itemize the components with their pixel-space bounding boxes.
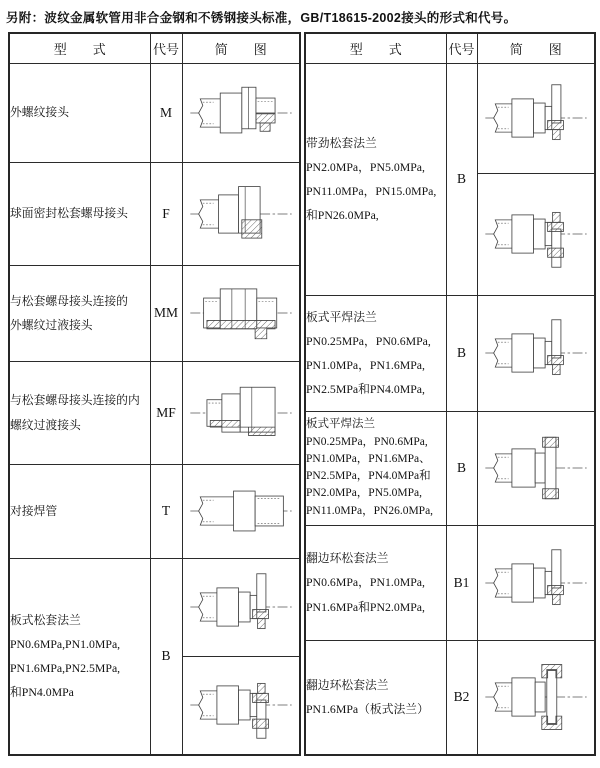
header-code: 代号 — [446, 33, 477, 63]
type-cell: 板式平焊法兰 PN0.25MPa，PN0.6MPa, PN1.0MPa，PN1.6MPa, PN2.5MPa和PN4.0MPa, — [305, 295, 446, 411]
type-cell: 球面密封松套螺母接头 — [9, 162, 150, 265]
fitting-table-right — [304, 32, 596, 756]
type-cell: 外螺纹接头 — [9, 63, 150, 162]
type-cell: 板式松套法兰 PN0.6MPa,PN1.0MPa, PN1.6MPa,PN2.5MPa, 和PN4.0MPa — [9, 558, 150, 755]
code-cell: B — [446, 411, 477, 525]
type-cell: 与松套螺母接头连接的 外螺纹过液接头 — [9, 265, 150, 361]
code-cell: B1 — [446, 525, 477, 640]
flange-collar-icon — [482, 657, 590, 737]
male-female-adapter-icon — [187, 373, 295, 453]
diagram-cell — [182, 558, 300, 656]
diagram-cell — [182, 162, 300, 265]
type-cell: 与松套螺母接头连接的内 螺纹过渡接头 — [9, 361, 150, 464]
flange-up-diagram — [478, 543, 595, 623]
male-male-adapter-icon — [187, 273, 295, 353]
diagram-cell — [477, 63, 595, 173]
diagram-cell — [477, 525, 595, 640]
table-row — [9, 162, 300, 265]
loose-nut-fitting-diagram — [183, 174, 300, 254]
header-code: 代号 — [150, 33, 182, 63]
loose-nut-fitting-icon — [187, 174, 295, 254]
code-cell: F — [150, 162, 182, 265]
diagram-cell — [182, 656, 300, 755]
flange-up-icon — [482, 313, 590, 393]
butt-weld-pipe-icon — [187, 471, 295, 551]
flange-sym-diagram — [478, 428, 595, 508]
flange-up-icon — [482, 78, 590, 158]
code-cell: MF — [150, 361, 182, 464]
type-cell: 翻边环松套法兰 PN1.6MPa（板式法兰） — [305, 640, 446, 755]
diagram-cell — [182, 464, 300, 558]
flange-down-diagram — [478, 194, 595, 274]
diagram-cell — [477, 295, 595, 411]
butt-weld-pipe-diagram — [183, 471, 300, 551]
table-row — [9, 464, 300, 558]
table-row — [305, 63, 595, 173]
code-cell: B — [446, 295, 477, 411]
diagram-cell — [182, 63, 300, 162]
diagram-cell — [477, 173, 595, 295]
type-cell: 板式平焊法兰 PN0.25MPa，PN0.6MPa, PN1.0MPa，PN1.6MPa、 PN2.5MPa，PN4.0MPa和 PN2.0MPa，PN5.0MPa, PN11.0MPa，PN26.0MPa, — [305, 411, 446, 525]
flange-sym-icon — [482, 428, 590, 508]
flange-up-diagram — [478, 313, 595, 393]
table-row — [9, 63, 300, 162]
type-cell: 带劲松套法兰 PN2.0MPa，PN5.0MPa, PN11.0MPa，PN15.0MPa, 和PN26.0MPa, — [305, 63, 446, 295]
diagram-cell — [182, 265, 300, 361]
table-row — [9, 265, 300, 361]
diagram-cell — [477, 411, 595, 525]
table-row — [9, 558, 300, 656]
header-row — [305, 33, 595, 63]
male-female-adapter-diagram — [183, 373, 300, 453]
flange-up-diagram — [478, 78, 595, 158]
male-male-adapter-diagram — [183, 273, 300, 353]
table-row — [305, 411, 595, 525]
table-row — [305, 525, 595, 640]
male-thread-fitting-diagram — [183, 73, 300, 153]
diagram-cell — [182, 361, 300, 464]
male-thread-fitting-icon — [187, 73, 295, 153]
type-cell: 翻边环松套法兰 PN0.6MPa，PN1.0MPa, PN1.6MPa和PN2.0MPa, — [305, 525, 446, 640]
flange-down-icon — [482, 194, 590, 274]
flange-up-diagram — [183, 567, 300, 647]
diagram-cell — [477, 640, 595, 755]
table-row — [305, 295, 595, 411]
type-cell: 对接焊管 — [9, 464, 150, 558]
header-diagram: 简 图 — [477, 33, 595, 63]
fitting-tables — [8, 32, 592, 756]
code-cell: M — [150, 63, 182, 162]
flange-up-icon — [187, 567, 295, 647]
code-cell: T — [150, 464, 182, 558]
header-row — [9, 33, 300, 63]
fitting-table-left — [8, 32, 301, 756]
header-type: 型 式 — [305, 33, 446, 63]
code-cell: B — [446, 63, 477, 295]
header-type: 型 式 — [9, 33, 150, 63]
table-row — [9, 361, 300, 464]
page-title: 另附：波纹金属软管用非合金钢和不锈钢接头标准，GB/T18615-2002接头的形式和代号。 — [6, 11, 517, 25]
code-cell: B — [150, 558, 182, 755]
code-cell: MM — [150, 265, 182, 361]
code-cell: B2 — [446, 640, 477, 755]
table-row — [305, 640, 595, 755]
header-diagram: 简 图 — [182, 33, 300, 63]
flange-down-icon — [187, 665, 295, 745]
flange-down-diagram — [183, 665, 300, 745]
flange-collar-diagram — [478, 657, 595, 737]
flange-up-icon — [482, 543, 590, 623]
